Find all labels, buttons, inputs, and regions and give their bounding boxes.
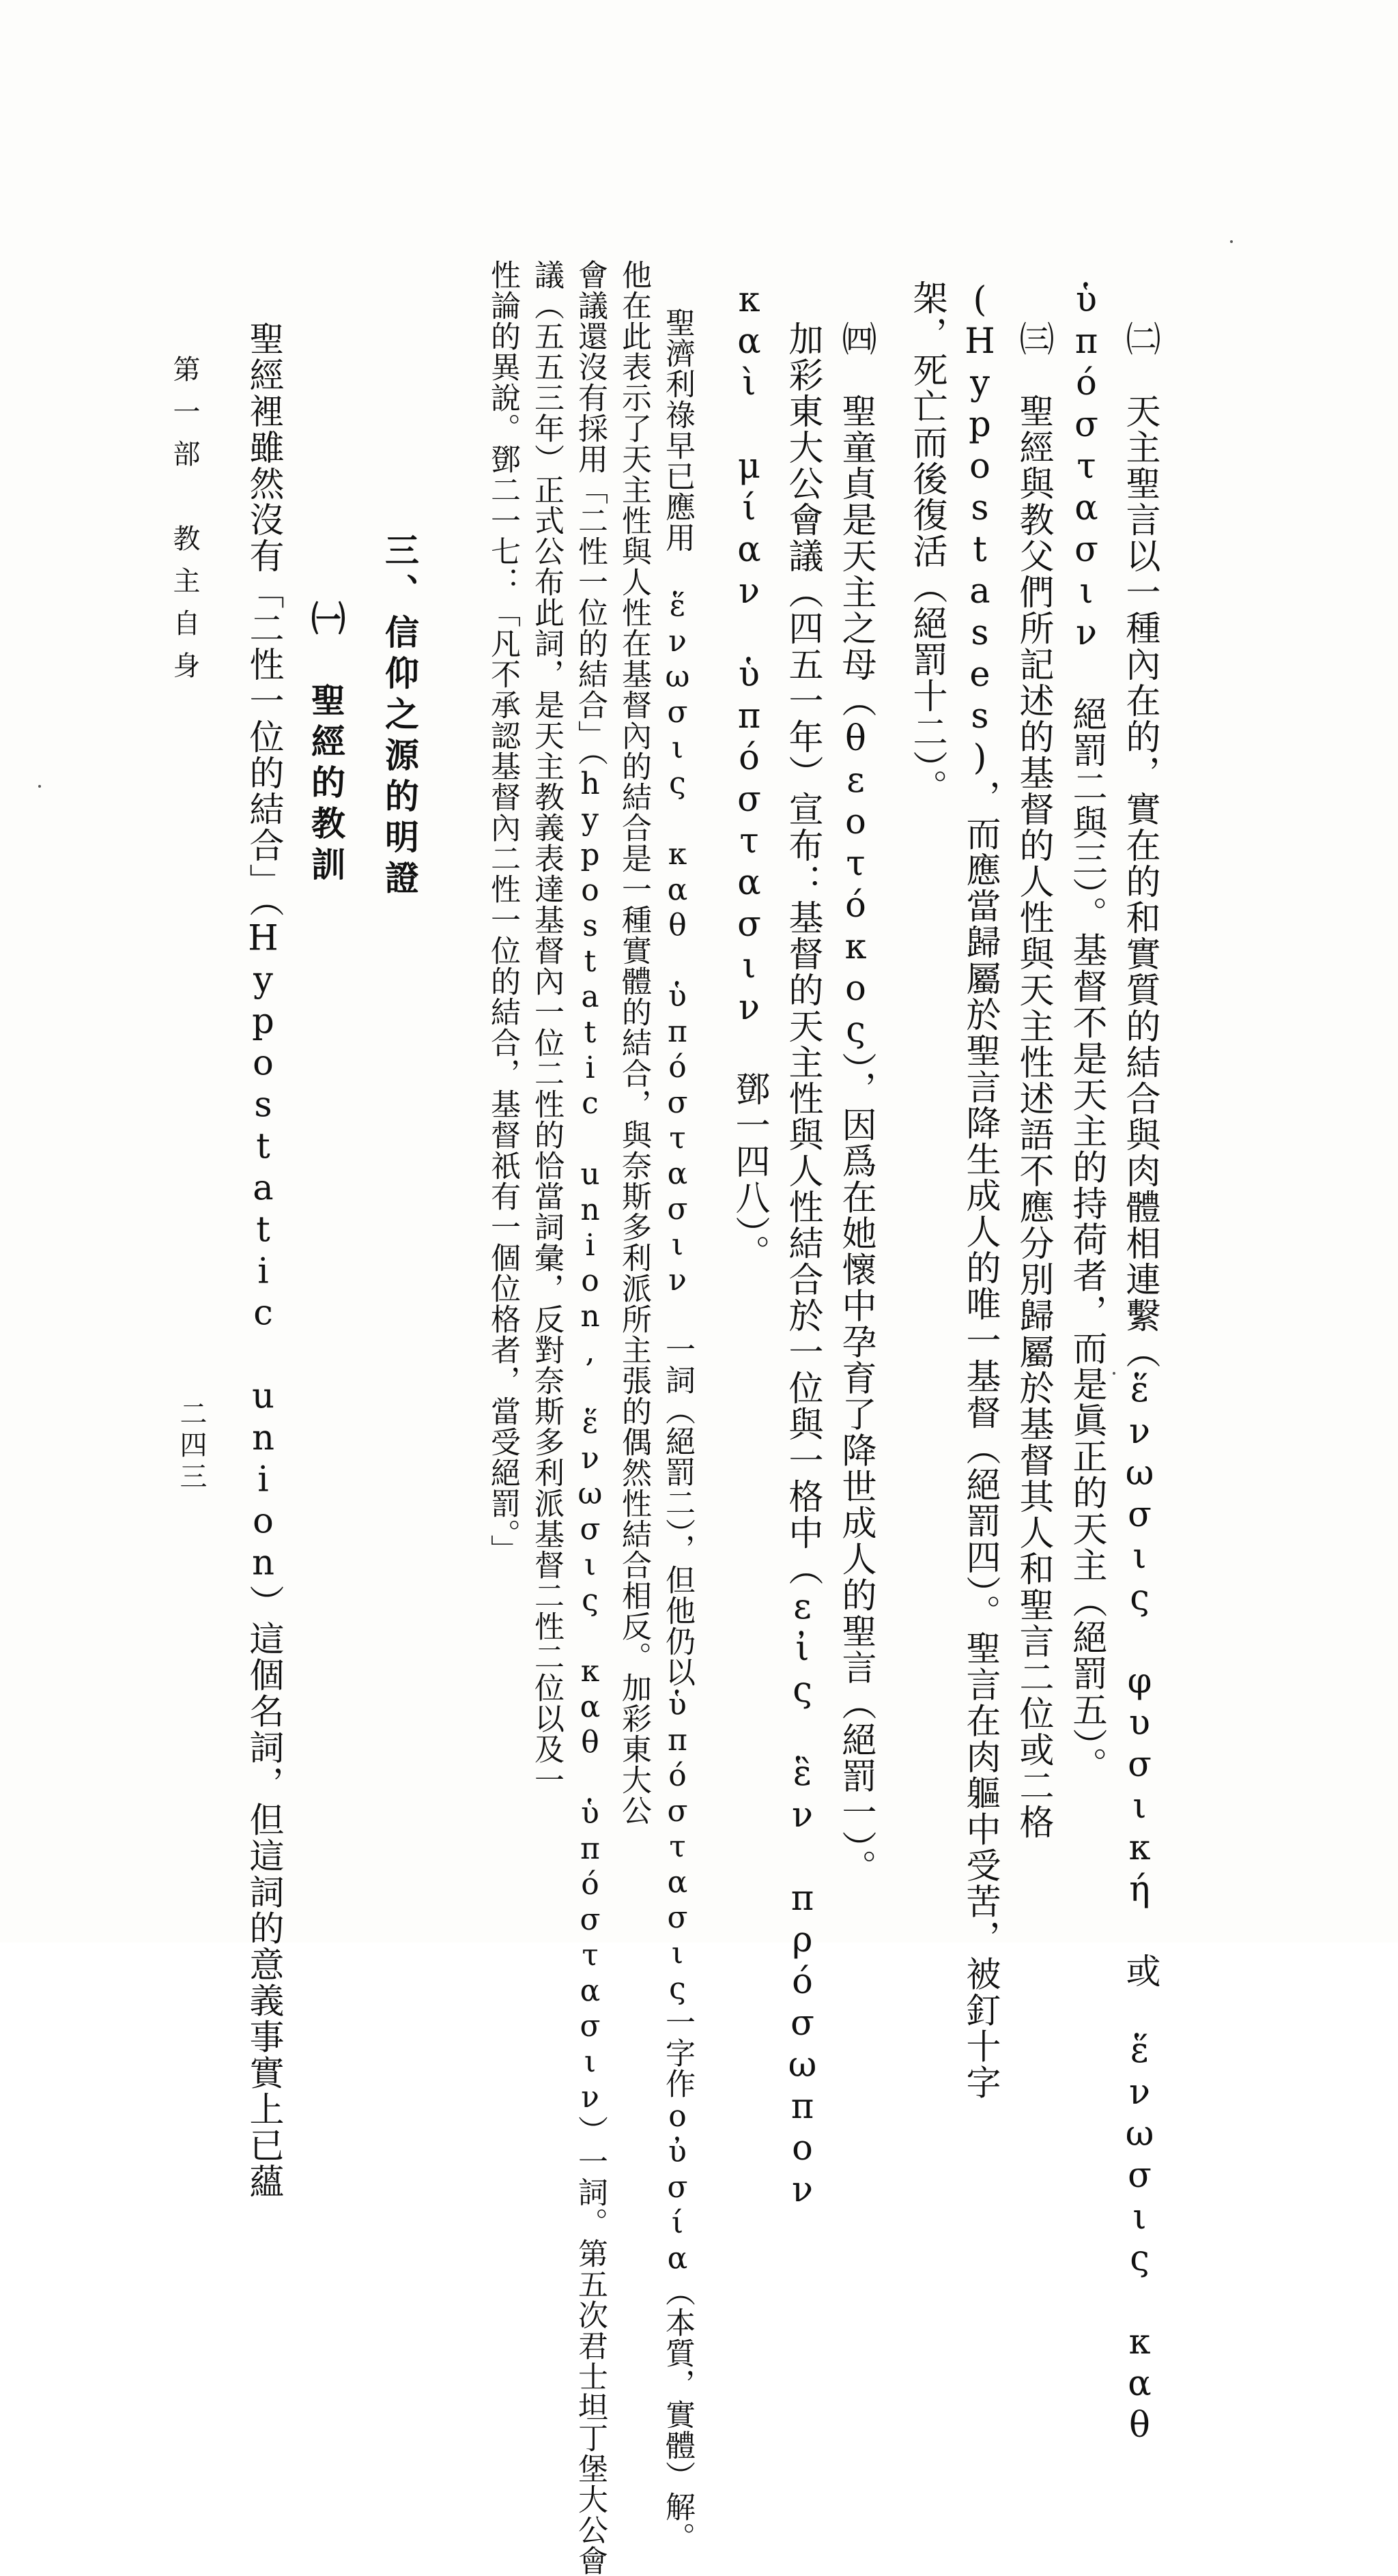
note-line-5: 性論的異說。鄧二一七：「凡不承認基督內二性一位的結合，基督祇有一個位格者，當受絕罰。」 — [485, 259, 520, 1565]
paragraph-2-line-2: ὑπόστασιν 絕罰二與三）。基督不是天主的持荷者，而是眞正的天主（絕罰五）。 — [1066, 280, 1107, 1783]
note-line-4: 議（五五三年）正式公布此詞，是天主教義表達基督內一位二性的恰當詞彙，反對奈斯多利派基督二性二位以及一 — [529, 259, 564, 1795]
paragraph-4-line-1: ㈣ 聖童貞是天主之母（θεοτόκος），因爲在她懷中孕育了降世成人的聖言（絕罰一）。 — [836, 321, 876, 1885]
note-line-3: 會議還沒有採用「二性一位的結合」（hypostatic union, ἕνωσις καθ ὑπόστασιν）一詞。第五次君士坦丁堡大公會 — [573, 259, 608, 2576]
paragraph-3-line-3: 架，死亡而後復活（絕罰十二）。 — [907, 280, 947, 805]
note-line-1: 聖濟利祿早已應用 ἕνωσις καθ ὑπόστασιν 一詞（絕罰二），但他仍以ὑπόστασις一字作οὐσία（本質，實體）解。 — [660, 307, 695, 2553]
section-subtitle: ㈠ 聖經的教訓 — [306, 601, 346, 887]
paragraph-2-line-1: ㈡ 天主聖言以一種內在的，實在的和實質的結合與肉體相連繫（ἕνωσις φυσική 或 ἕνωσις καθ — [1119, 321, 1160, 2447]
note-line-2: 他在此表示了天主性與人性在基督內的結合是一種實體的結合，與奈斯多利派所主張的偶然性結合相反。加彩東大公 — [616, 259, 651, 1826]
section-title: 三、信仰之源的明證 — [380, 532, 420, 901]
scan-speck — [1230, 240, 1233, 243]
scan-speck — [1113, 1372, 1115, 1375]
body-line-1: 聖經裡雖然沒有「二性一位的結合」（Hypostatic union）這個名詞，但這詞的意義事實上已蘊 — [243, 321, 283, 2200]
paragraph-4-line-3: καὶ μίαν ὑπόστασιν 鄧一四八）。 — [729, 280, 769, 1271]
running-head: 第一部 教主自身 — [169, 355, 200, 693]
paragraph-4-line-2: 加彩東大公會議（四五一年）宣布：基督的天主性與人性結合於一位與一格中（εἰς ἓν πρόσωπον — [782, 321, 823, 2212]
paragraph-3-line-1: ㈢ 聖經與教父們所記述的基督的人性與天主性述語不應分別歸屬於基督其人和聖言二位或二格 — [1013, 321, 1053, 1840]
page-number: 二四三 — [175, 1399, 207, 1493]
paragraph-3-line-2: (Hypostases)，而應當歸屬於聖言降生成人的唯一基督（絕罰四）。聖言在肉軀中受苦，被釘十字 — [960, 280, 1000, 2101]
scan-speck — [38, 785, 41, 788]
